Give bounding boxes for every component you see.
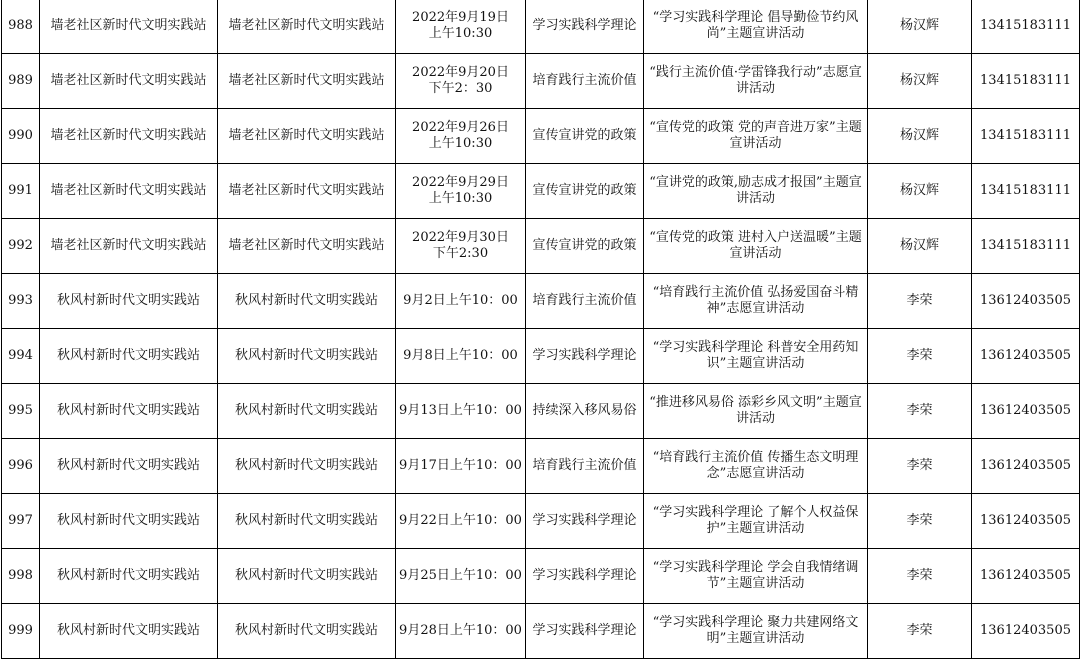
row-number: 988 bbox=[2, 0, 40, 54]
activity-title-line: “学习实践科学理论 聚力共建网络文 bbox=[652, 615, 859, 630]
event-time-line: 9月8日上午10：00 bbox=[403, 348, 518, 363]
event-time-line: 9月22日上午10：00 bbox=[399, 513, 522, 528]
contact-person: 李荣 bbox=[868, 274, 972, 329]
row-number: 992 bbox=[2, 219, 40, 274]
row-number: 990 bbox=[2, 109, 40, 164]
activity-title-line: “宣传党的政策 进村入户送温暖”主题 bbox=[649, 230, 862, 245]
activity-title-line: 讲活动 bbox=[735, 411, 775, 426]
table-row bbox=[2, 0, 1080, 54]
contact-phone: 13612403505 bbox=[972, 329, 1080, 384]
activity-title bbox=[644, 274, 868, 329]
venue-name: 墙老社区新时代文明实践站 bbox=[218, 109, 396, 164]
activity-title-line: 宣讲活动 bbox=[729, 136, 782, 151]
venue-name: 秋风村新时代文明实践站 bbox=[218, 274, 396, 329]
theme-category: 培育践行主流价值 bbox=[526, 54, 644, 109]
activity-title bbox=[644, 219, 868, 274]
venue-name: 秋风村新时代文明实践站 bbox=[218, 494, 396, 549]
venue-name: 墙老社区新时代文明实践站 bbox=[218, 54, 396, 109]
table-row bbox=[2, 439, 1080, 494]
contact-phone: 13612403505 bbox=[972, 604, 1080, 659]
contact-person: 李荣 bbox=[868, 494, 972, 549]
contact-person: 杨汉辉 bbox=[868, 219, 972, 274]
activity-title-line: “学习实践科学理论 倡导勤俭节约风 bbox=[652, 10, 859, 25]
station-name: 墙老社区新时代文明实践站 bbox=[40, 54, 218, 109]
theme-category: 培育践行主流价值 bbox=[526, 439, 644, 494]
theme-category: 宣传宣讲党的政策 bbox=[526, 164, 644, 219]
activity-title-line: 识”主题宣讲活动 bbox=[706, 356, 805, 371]
activity-title-line: “践行主流价值·学雷锋我行动”志愿宣 bbox=[649, 65, 862, 80]
event-time-line: 下午2：30 bbox=[428, 81, 493, 96]
venue-name: 秋风村新时代文明实践站 bbox=[218, 604, 396, 659]
event-time bbox=[396, 274, 526, 329]
theme-category: 持续深入移风易俗 bbox=[526, 384, 644, 439]
event-time-line: 2022年9月19日 bbox=[412, 10, 509, 25]
schedule-table bbox=[1, 0, 1080, 659]
table-row bbox=[2, 109, 1080, 164]
event-time-line: 9月25日上午10：00 bbox=[399, 568, 522, 583]
contact-phone: 13612403505 bbox=[972, 274, 1080, 329]
venue-name: 秋风村新时代文明实践站 bbox=[218, 549, 396, 604]
event-time-line: 9月28日上午10：00 bbox=[399, 623, 522, 638]
event-time bbox=[396, 494, 526, 549]
event-time-line: 2022年9月20日 bbox=[412, 65, 509, 80]
theme-category: 学习实践科学理论 bbox=[526, 494, 644, 549]
venue-name: 秋风村新时代文明实践站 bbox=[218, 384, 396, 439]
contact-person: 李荣 bbox=[868, 329, 972, 384]
activity-title-line: 神”志愿宣讲活动 bbox=[706, 301, 805, 316]
station-name: 墙老社区新时代文明实践站 bbox=[40, 219, 218, 274]
theme-category: 宣传宣讲党的政策 bbox=[526, 109, 644, 164]
contact-phone: 13415183111 bbox=[972, 164, 1080, 219]
schedule-body bbox=[2, 0, 1080, 659]
activity-title-line: 尚”主题宣讲活动 bbox=[706, 26, 805, 41]
event-time bbox=[396, 54, 526, 109]
event-time-line: 2022年9月30日 bbox=[412, 230, 509, 245]
venue-name: 秋风村新时代文明实践站 bbox=[218, 329, 396, 384]
event-time-line: 上午10:30 bbox=[428, 136, 493, 151]
table-row bbox=[2, 494, 1080, 549]
event-time bbox=[396, 439, 526, 494]
activity-title-line: 讲活动 bbox=[735, 81, 775, 96]
activity-title-line: “宣传党的政策 党的声音进万家”主题 bbox=[649, 120, 862, 135]
contact-phone: 13612403505 bbox=[972, 549, 1080, 604]
row-number: 998 bbox=[2, 549, 40, 604]
event-time bbox=[396, 164, 526, 219]
venue-name: 墙老社区新时代文明实践站 bbox=[218, 164, 396, 219]
table-row bbox=[2, 274, 1080, 329]
contact-phone: 13415183111 bbox=[972, 0, 1080, 54]
activity-title-line: “推进移风易俗 添彩乡风文明”主题宣 bbox=[649, 395, 862, 410]
activity-title-line: “宣讲党的政策,励志成才报国”主题宣 bbox=[649, 175, 862, 190]
activity-title bbox=[644, 549, 868, 604]
table-row bbox=[2, 329, 1080, 384]
event-time-line: 上午10:30 bbox=[428, 191, 493, 206]
contact-phone: 13415183111 bbox=[972, 54, 1080, 109]
event-time-line: 2022年9月26日 bbox=[412, 120, 509, 135]
event-time-line: 9月17日上午10：00 bbox=[399, 458, 522, 473]
station-name: 秋风村新时代文明实践站 bbox=[40, 604, 218, 659]
activity-title-line: 宣讲活动 bbox=[729, 246, 782, 261]
theme-category: 培育践行主流价值 bbox=[526, 274, 644, 329]
activity-title-line: 明”主题宣讲活动 bbox=[706, 631, 805, 646]
contact-phone: 13612403505 bbox=[972, 384, 1080, 439]
contact-phone: 13415183111 bbox=[972, 109, 1080, 164]
contact-phone: 13612403505 bbox=[972, 439, 1080, 494]
contact-person: 杨汉辉 bbox=[868, 164, 972, 219]
contact-person: 李荣 bbox=[868, 384, 972, 439]
station-name: 墙老社区新时代文明实践站 bbox=[40, 164, 218, 219]
activity-title-line: “学习实践科学理论 学会自我情绪调 bbox=[652, 560, 859, 575]
station-name: 秋风村新时代文明实践站 bbox=[40, 494, 218, 549]
event-time-line: 9月13日上午10：00 bbox=[399, 403, 522, 418]
event-time-line: 2022年9月29日 bbox=[412, 175, 509, 190]
event-time bbox=[396, 384, 526, 439]
contact-person: 杨汉辉 bbox=[868, 54, 972, 109]
theme-category: 学习实践科学理论 bbox=[526, 329, 644, 384]
event-time-line: 下午2:30 bbox=[432, 246, 489, 261]
contact-person: 杨汉辉 bbox=[868, 109, 972, 164]
activity-title bbox=[644, 604, 868, 659]
table-row bbox=[2, 219, 1080, 274]
event-time bbox=[396, 109, 526, 164]
row-number: 994 bbox=[2, 329, 40, 384]
table-row bbox=[2, 164, 1080, 219]
activity-title-line: “学习实践科学理论 科普安全用药知 bbox=[652, 340, 859, 355]
activity-title-line: 念”志愿宣讲活动 bbox=[706, 466, 805, 481]
contact-phone: 13612403505 bbox=[972, 494, 1080, 549]
table-row bbox=[2, 604, 1080, 659]
venue-name: 秋风村新时代文明实践站 bbox=[218, 439, 396, 494]
event-time bbox=[396, 549, 526, 604]
station-name: 墙老社区新时代文明实践站 bbox=[40, 0, 218, 54]
contact-person: 李荣 bbox=[868, 604, 972, 659]
event-time-line: 9月2日上午10：00 bbox=[403, 293, 518, 308]
theme-category: 学习实践科学理论 bbox=[526, 604, 644, 659]
contact-person: 李荣 bbox=[868, 439, 972, 494]
event-time-line: 上午10:30 bbox=[428, 26, 493, 41]
activity-title-line: 节”主题宣讲活动 bbox=[706, 576, 805, 591]
station-name: 秋风村新时代文明实践站 bbox=[40, 274, 218, 329]
activity-title bbox=[644, 0, 868, 54]
venue-name: 墙老社区新时代文明实践站 bbox=[218, 219, 396, 274]
activity-title bbox=[644, 329, 868, 384]
row-number: 993 bbox=[2, 274, 40, 329]
activity-title bbox=[644, 494, 868, 549]
contact-person: 杨汉辉 bbox=[868, 0, 972, 54]
theme-category: 学习实践科学理论 bbox=[526, 0, 644, 54]
activity-title bbox=[644, 384, 868, 439]
event-time bbox=[396, 329, 526, 384]
row-number: 991 bbox=[2, 164, 40, 219]
activity-title bbox=[644, 109, 868, 164]
activity-title-line: “培育践行主流价值 弘扬爱国奋斗精 bbox=[652, 285, 859, 300]
theme-category: 学习实践科学理论 bbox=[526, 549, 644, 604]
event-time bbox=[396, 0, 526, 54]
venue-name: 墙老社区新时代文明实践站 bbox=[218, 0, 396, 54]
table-row bbox=[2, 384, 1080, 439]
table-row bbox=[2, 549, 1080, 604]
row-number: 997 bbox=[2, 494, 40, 549]
row-number: 989 bbox=[2, 54, 40, 109]
contact-phone: 13415183111 bbox=[972, 219, 1080, 274]
activity-title-line: “学习实践科学理论 了解个人权益保 bbox=[652, 505, 859, 520]
activity-title-line: 护”主题宣讲活动 bbox=[706, 521, 805, 536]
row-number: 996 bbox=[2, 439, 40, 494]
activity-title bbox=[644, 54, 868, 109]
theme-category: 宣传宣讲党的政策 bbox=[526, 219, 644, 274]
activity-title-line: “培育践行主流价值 传播生态文明理 bbox=[652, 450, 859, 465]
contact-person: 李荣 bbox=[868, 549, 972, 604]
station-name: 秋风村新时代文明实践站 bbox=[40, 384, 218, 439]
event-time bbox=[396, 604, 526, 659]
station-name: 秋风村新时代文明实践站 bbox=[40, 439, 218, 494]
station-name: 墙老社区新时代文明实践站 bbox=[40, 109, 218, 164]
activity-title-line: 讲活动 bbox=[735, 191, 775, 206]
event-time bbox=[396, 219, 526, 274]
station-name: 秋风村新时代文明实践站 bbox=[40, 549, 218, 604]
row-number: 995 bbox=[2, 384, 40, 439]
table-row bbox=[2, 54, 1080, 109]
station-name: 秋风村新时代文明实践站 bbox=[40, 329, 218, 384]
row-number: 999 bbox=[2, 604, 40, 659]
activity-title bbox=[644, 164, 868, 219]
activity-title bbox=[644, 439, 868, 494]
